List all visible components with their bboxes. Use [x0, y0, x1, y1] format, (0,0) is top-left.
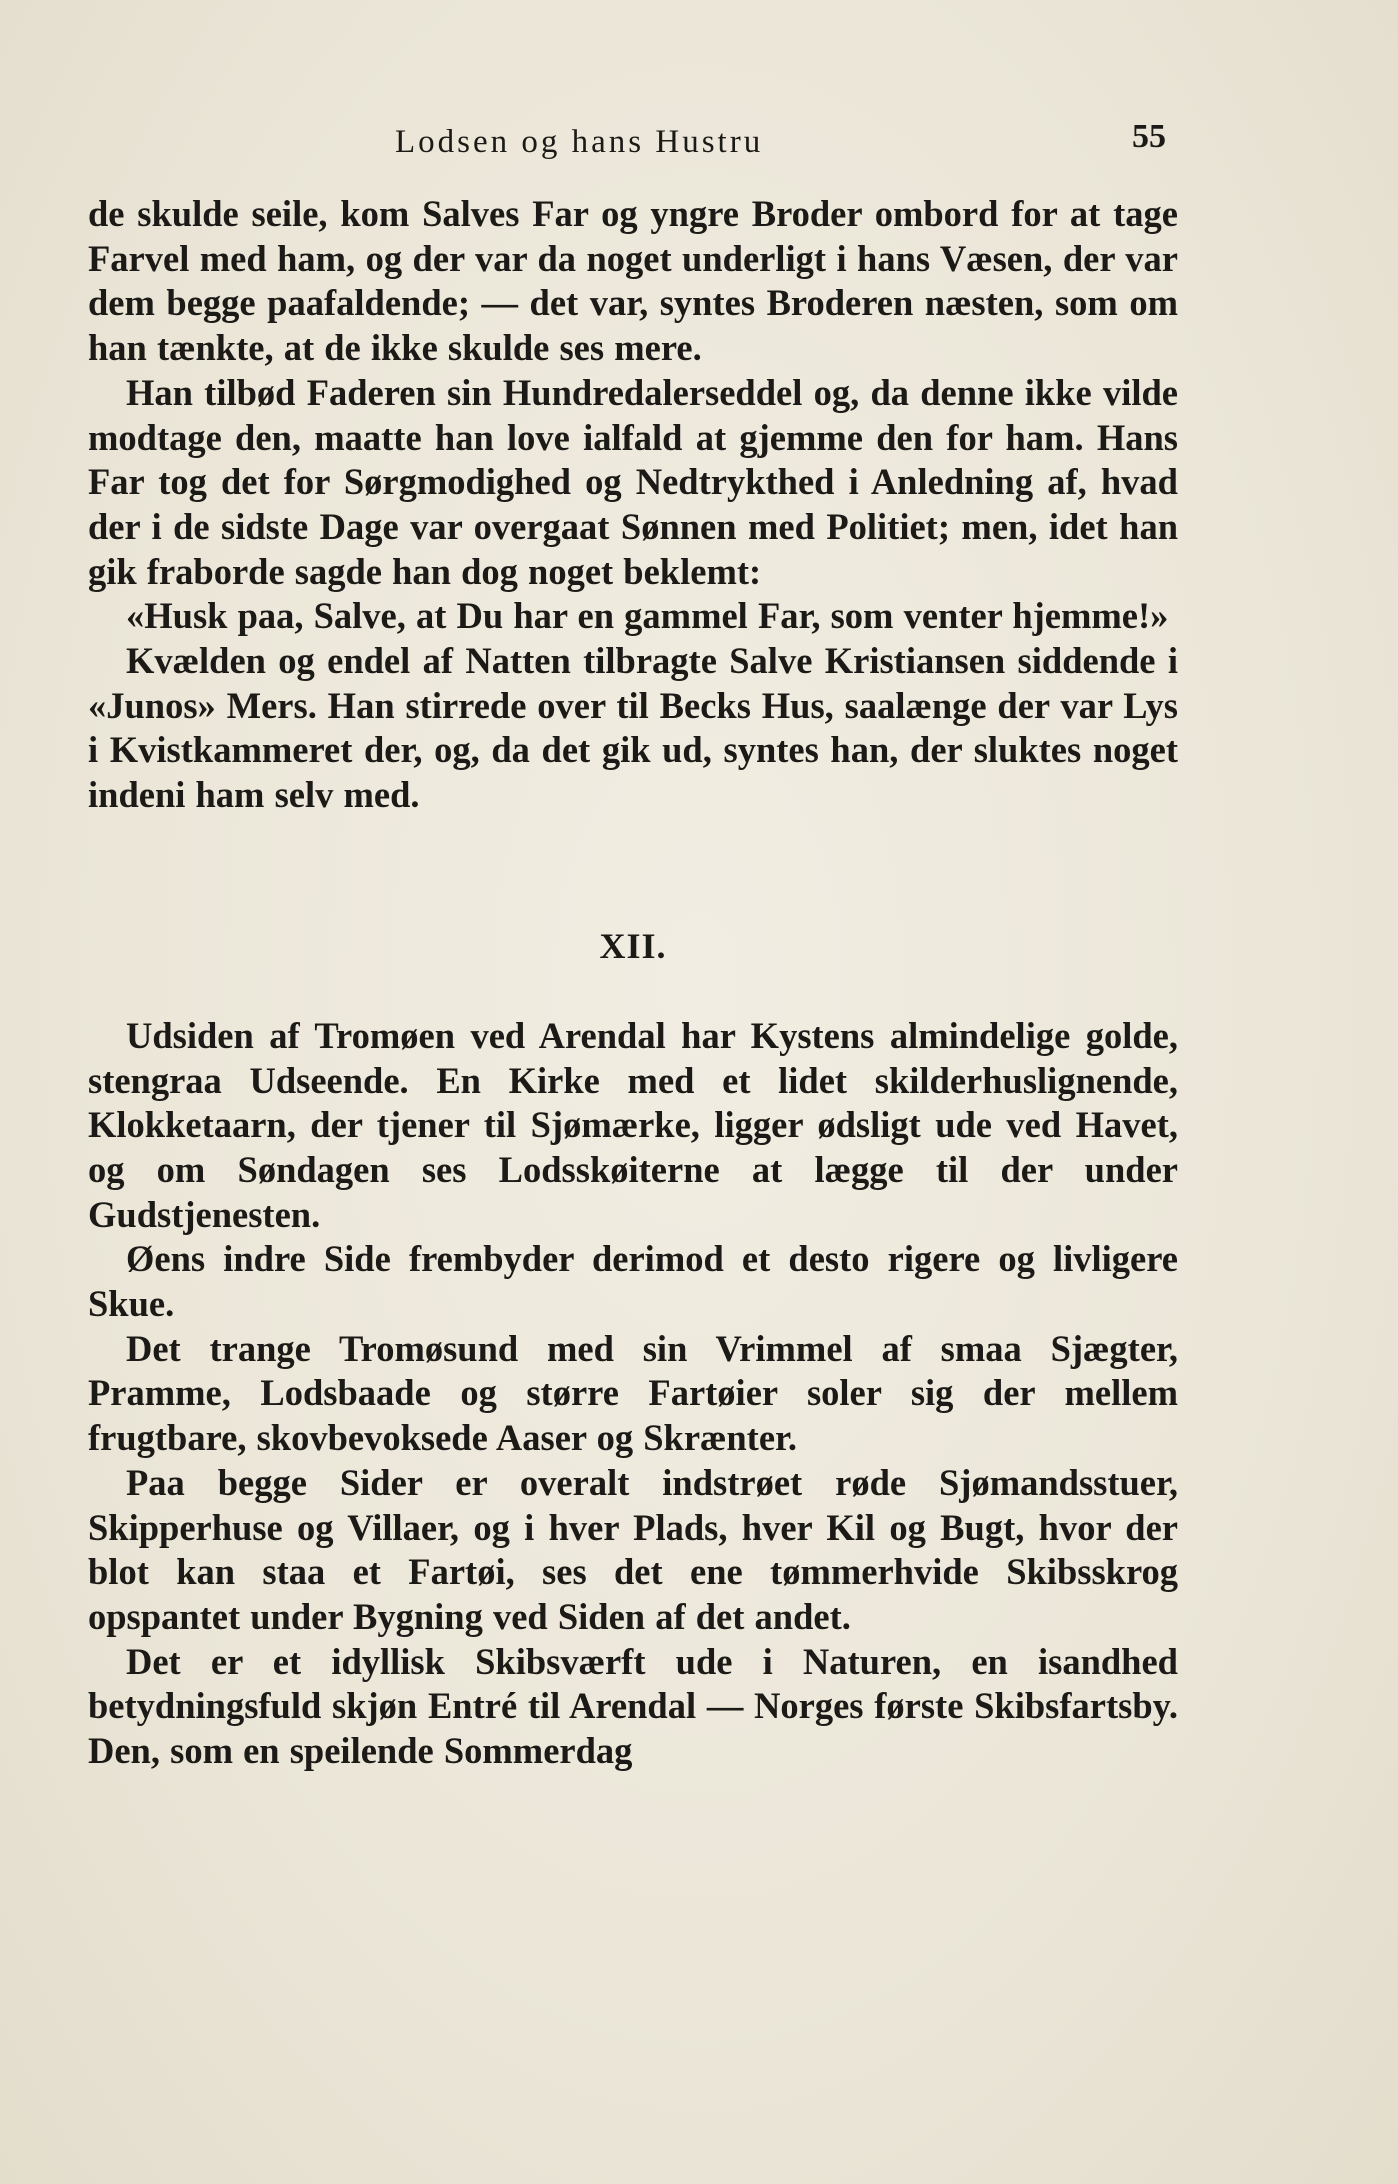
paragraph: Paa begge Sider er overalt indstrøet røde Sjømandsstuer, Skipperhuse og Villaer, og i hver Plads, hver Kil og Bugt, hvor der blot kan staa et Fartøi, ses det ene tømmerhvide Skibsskrog opspantet under Bygning ved Siden af det andet. — [88, 1461, 1178, 1637]
paragraph: Det trange Tromøsund med sin Vrimmel af smaa Sjægter, Pramme, Lodsbaade og større Fartøier soler sig der mellem frugtbare, skovbevoksede Aaser og Skrænter. — [88, 1327, 1178, 1459]
paragraph: Øens indre Side frembyder derimod et desto rigere og livligere Skue. — [88, 1238, 1178, 1325]
paragraph: Kvælden og endel af Natten tilbragte Salve Kristiansen siddende i «Junos» Mers. Han stirrede over til Becks Hus, saalænge der var Lys i Kvistkammeret der, og, da det gik ud, syntes han, der sluktes noget indeni ham selv med. — [88, 640, 1178, 816]
paragraph: Udsiden af Tromøen ved Arendal har Kystens almindelige golde, stengraa Udseende. En Kirke med et lidet skilderhuslignende, Klokketaarn, der tjener til Sjømærke, ligger ødsligt ude ved Havet, og om Søndagen ses Lodsskøiterne at lægge til der under Gudstjenesten. — [88, 1014, 1178, 1235]
paragraph-quote: «Husk paa, Salve, at Du har en gammel Far, som venter hjemme!» — [126, 595, 1169, 637]
page-number: 55 — [1132, 118, 1166, 155]
running-title: Lodsen og hans Hustru — [395, 124, 764, 160]
section-one — [88, 192, 1178, 818]
chapter-heading: XII. — [599, 925, 667, 966]
paragraph: Han tilbød Faderen sin Hundredalerseddel og, da denne ikke vilde modtage den, maatte han love ialfald at gjemme den for ham. Hans Far tog det for Sørgmodighed og Nedtrykthed i Anledning af, hvad der i de sidste Dage var overgaat Sønnen med Politiet; men, idet han gik fraborde sagde han dog noget beklemt: — [88, 371, 1178, 592]
section-two — [88, 1014, 1178, 1774]
page-body — [88, 192, 1178, 1774]
paragraph-continuation: de skulde seile, kom Salves Far og yngre Broder ombord for at tage Farvel med ham, og der var da noget underligt i hans Væsen, der var dem begge paafaldende; — det var, syntes Broderen næsten, som om han tænkte, at de ikke skulde ses mere. — [88, 193, 1178, 369]
page-header — [0, 118, 1398, 174]
paragraph: Det er et idyllisk Skibsværft ude i Naturen, en isandhed betydningsfuld skjøn Entré til Arendal — Norges første Skibsfartsby. Den, som en speilende Sommerdag — [88, 1640, 1178, 1772]
